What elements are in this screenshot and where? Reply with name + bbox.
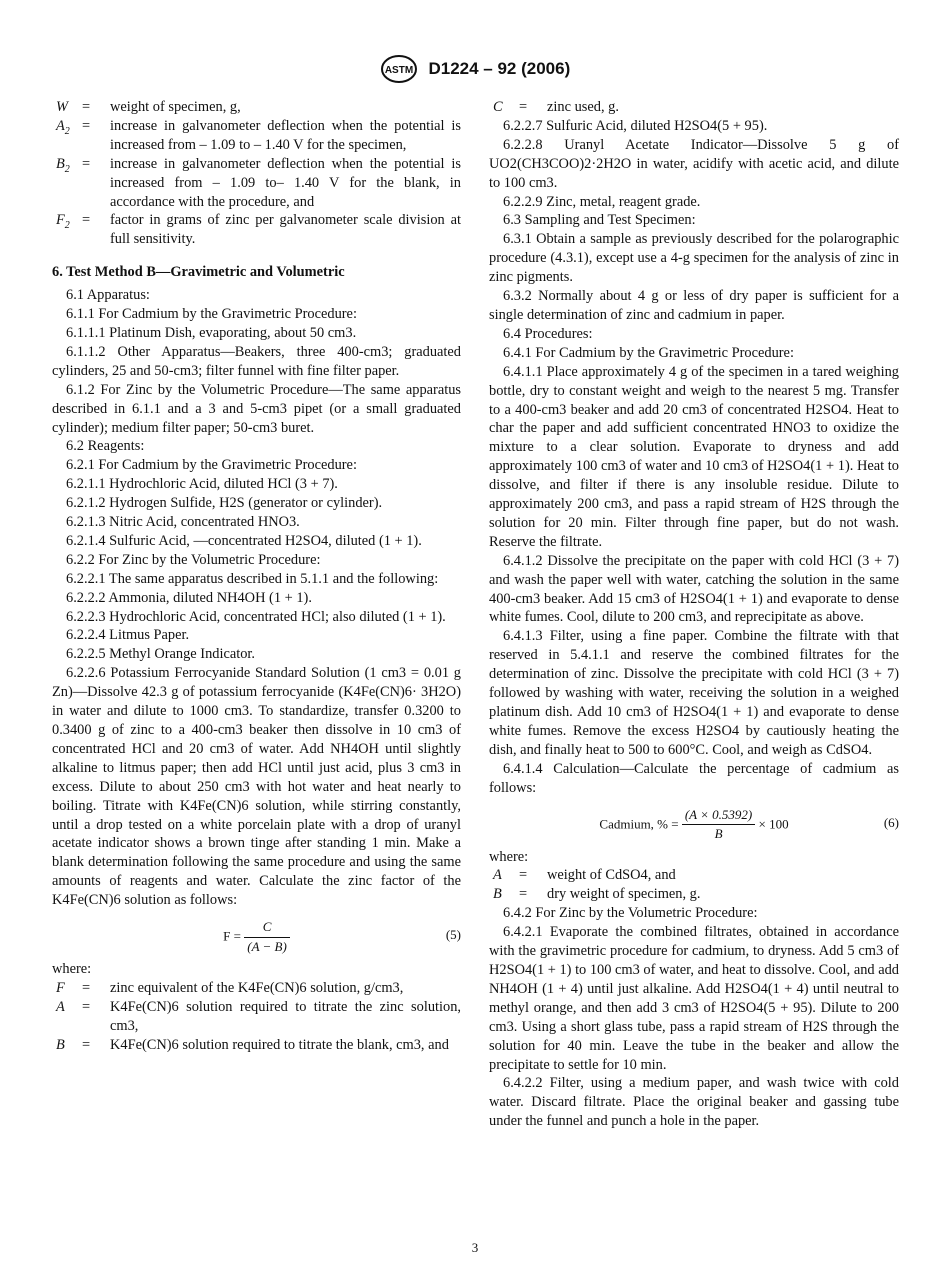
equation-fraction	[244, 918, 290, 957]
definition-row: B = K4Fe(CN)6 solution required to titrate the blank, cm3, and	[52, 1036, 461, 1055]
section-heading: 6. Test Method B—Gravimetric and Volumetric	[52, 264, 345, 281]
definition-row: A = K4Fe(CN)6 solution required to titrate the zinc solution, cm3,	[52, 998, 461, 1036]
equation-number: (6)	[883, 814, 899, 830]
equation-numerator: C	[244, 918, 290, 938]
definition-row: $A_2$ = increase in galvanometer deflection when the potential is increased from – 1.09 to – 1.40 V for the specimen,	[52, 117, 461, 155]
paragraph-6-4: 6.4 Procedures:	[503, 325, 593, 342]
definition-symbol: F	[56, 979, 65, 996]
right-column	[489, 98, 899, 1131]
where-label: where:	[52, 961, 92, 978]
definition-symbol: B	[493, 886, 502, 903]
paragraph-6-1-2: 6.1.2 For Zinc by the Volumetric Procedure—The same apparatus described in 6.1.1 and a 3 and 5-cm3 pipet (or a small graduated cylinder); medium filter paper; 50-cm3 buret.	[52, 381, 461, 436]
document-designation: D1224 – 92 (2006)	[428, 59, 571, 78]
paragraph-6-2-2-4: 6.2.2.4 Litmus Paper.	[66, 627, 190, 644]
paragraph-6-2-1: 6.2.1 For Cadmium by the Gravimetric Procedure:	[66, 457, 357, 474]
equation-fraction	[682, 806, 755, 845]
definition-row: B = dry weight of specimen, g.	[489, 885, 899, 904]
paragraph-6-2-2-1: 6.2.2.1 The same apparatus described in 5.1.1 and the following:	[66, 570, 439, 587]
paragraph-6-4-1-1: 6.4.1.1 Place approximately 4 g of the specimen in a tared weighing bottle, dry to constant weight and weigh to the nearest 5 mg. Transfer to a 400-cm3 beaker and add 20 cm3 of concentrated H2SO4. Heat to char the paper and add sufficient concentrated HNO3 to oxidize the mixture to a clear solution. Evaporate to dryness and add approximately 100 cm3 of water and 10 cm3 of H2SO4(1 + 1). Heat to dissolve, and filter if there is any insoluble residue. Dilute to approximately 200 cm3, and pass a rapid stream of H2S through the solution for 20 min. Filter through fine paper, but do not wash. Reserve the filtrate.	[489, 363, 899, 550]
paragraph-6-2-2-9: 6.2.2.9 Zinc, metal, reagent grade.	[503, 193, 701, 210]
paragraph-6-2-1-1: 6.2.1.1 Hydrochloric Acid, diluted HCl (3 + 7).	[66, 476, 338, 493]
definition-text: weight of specimen, g,	[110, 99, 241, 115]
definition-text: zinc used, g.	[547, 99, 619, 115]
equation-lhs: Cadmium, % =	[599, 815, 679, 831]
paragraph-6-2-2-2: 6.2.2.2 Ammonia, diluted NH4OH (1 + 1).	[66, 589, 312, 606]
definition-text: K4Fe(CN)6 solution required to titrate the zinc solution, cm3,	[110, 998, 461, 1034]
definition-text: K4Fe(CN)6 solution required to titrate the blank, cm3, and	[110, 1036, 449, 1053]
definition-text: zinc equivalent of the K4Fe(CN)6 solution, g/cm3,	[110, 979, 404, 996]
paragraph-6-1-1-2: 6.1.1.2 Other Apparatus—Beakers, three 400-cm3; graduated cylinders, 25 and 50-cm3; filter funnel with fine filter paper.	[52, 343, 461, 379]
definition-row: W = weight of specimen, g,	[52, 98, 461, 117]
page-number: 3	[471, 1240, 479, 1255]
definition-row: $B_2$ = increase in galvanometer deflection when the potential is increased from – 1.09 to– 1.40 V for the blank, in accordance with the procedure, and	[52, 155, 461, 212]
paragraph-6-2-2-8: 6.2.2.8 Uranyl Acetate Indicator—Dissolve 5 g of UO2(CH3COO)2·2H2O in water, acidify with acetic acid, and dilute to 100 cm3.	[489, 136, 899, 191]
definition-symbol: A	[493, 867, 502, 884]
paragraph-6-1-1: 6.1.1 For Cadmium by the Gravimetric Procedure:	[66, 306, 357, 323]
definition-row: C = zinc used, g.	[489, 98, 899, 117]
paragraph-6-2: 6.2 Reagents:	[66, 438, 145, 455]
definition-symbol: C	[493, 99, 503, 115]
paragraph-6-3-1: 6.3.1 Obtain a sample as previously described for the polarographic procedure (4.3.1), except use a 4-g specimen for the analysis of zinc in zinc pigments.	[489, 231, 899, 286]
paragraph-6-2-2: 6.2.2 For Zinc by the Volumetric Procedure:	[66, 551, 321, 568]
paragraph-6-1: 6.1 Apparatus:	[66, 287, 150, 304]
definition-symbol: W	[56, 99, 68, 115]
definition-symbol: B	[56, 1036, 65, 1053]
definition-symbol: $B_2$	[56, 155, 70, 175]
paragraph-6-2-1-4: 6.2.1.4 Sulfuric Acid, —concentrated H2SO4, diluted (1 + 1).	[66, 532, 422, 549]
page-header	[0, 54, 950, 84]
paragraph-6-4-1-2: 6.4.1.2 Dissolve the precipitate on the paper with cold HCl (3 + 7) and wash the paper well with water, catching the solution in the same 400-cm3 beaker. Add 15 cm3 of H2SO4(1 + 1) and evaporate to dense white fumes. Cool, dilute to 200 cm3, and reprecipitate as above.	[489, 552, 899, 626]
definition-symbol: $F_2$	[56, 212, 70, 232]
paragraph-6-1-1-1: 6.1.1.1 Platinum Dish, evaporating, about 50 cm3.	[66, 324, 357, 341]
svg-text:ASTM: ASTM	[384, 65, 413, 76]
paragraph-6-2-2-3: 6.2.2.3 Hydrochloric Acid, concentrated HCl; also diluted (1 + 1).	[66, 608, 446, 625]
definition-text: increase in galvanometer deflection when the potential is increased from – 1.09 to– 1.40 V for the blank, in accordance with the procedure, and	[110, 155, 461, 210]
equation-numerator: (A × 0.5392)	[682, 806, 755, 826]
paragraph-6-2-1-3: 6.2.1.3 Nitric Acid, concentrated HNO3.	[66, 514, 300, 531]
equation-number: (5)	[445, 927, 461, 943]
definition-text: increase in galvanometer deflection when the potential is increased from – 1.09 to – 1.40 V for the specimen,	[110, 117, 461, 153]
where-label: where:	[489, 848, 529, 865]
definition-row: F = zinc equivalent of the K4Fe(CN)6 solution, g/cm3,	[52, 979, 461, 998]
definition-row: A = weight of CdSO4, and	[489, 866, 899, 885]
left-column	[52, 98, 461, 1055]
variable-definitions	[52, 98, 461, 249]
paragraph-6-3-2: 6.3.2 Normally about 4 g or less of dry paper is sufficient for a single determination of zinc and cadmium in paper.	[489, 288, 899, 323]
paragraph-6-3: 6.3 Sampling and Test Specimen:	[503, 212, 696, 229]
paragraph-6-4-1: 6.4.1 For Cadmium by the Gravimetric Procedure:	[503, 344, 794, 361]
equation-6	[489, 804, 899, 844]
equation-5	[52, 916, 461, 956]
paragraph-6-2-2-7: 6.2.2.7 Sulfuric Acid, diluted H2SO4(5 + 95).	[503, 117, 768, 134]
paragraph-6-4-1-3: 6.4.1.3 Filter, using a fine paper. Combine the filtrate with that reserved in 5.4.1.1 and reserve the combined filtrates for the determination of zinc. Dissolve the precipitate with cold HCl (3 + 7) followed by washing with water, receiving the solution in a weighed platinum dish. Add 10 cm3 of H2SO4(1 + 1) and evaporate to dense white fumes. Remove the excess H2SO4 by cautiously heating the dish, and finally heat to 500 to 600°C. Cool, and weigh as CdSO4.	[489, 628, 899, 758]
definition-text: weight of CdSO4, and	[547, 867, 676, 884]
astm-logo-icon	[380, 54, 418, 84]
paragraph-6-2-2-5: 6.2.2.5 Methyl Orange Indicator.	[66, 646, 256, 663]
paragraph-6-4-2-1: 6.4.2.1 Evaporate the combined filtrates, obtained in accordance with the gravimetric procedure for cadmium, to dryness. Add 5 cm3 of H2SO4(1 + 1) to 100 cm3 of water, and heat to dissolve. Cool, and add NH4OH (1 + 4) until just alkaline. Add H2SO4(1 + 4) until neutral to methyl orange, and then add 3 cm3 of H2SO4(5 + 95). Dilute to 200 cm3. Using a short glass tube, pass a rapid stream of H2S through the solution for 40 min. Leave the tube in the beaker and allow the precipitate to settle for 10 min.	[489, 924, 900, 1073]
paragraph-6-2-1-2: 6.2.1.2 Hydrogen Sulfide, H2S (generator or cylinder).	[66, 495, 383, 512]
equation-lhs: F =	[223, 928, 241, 944]
equation-denominator: B	[714, 826, 723, 842]
equation-rhs: × 100	[758, 815, 789, 831]
paragraph-6-4-2: 6.4.2 For Zinc by the Volumetric Procedure:	[503, 905, 758, 922]
paragraph-6-4-1-4: 6.4.1.4 Calculation—Calculate the percentage of cadmium as follows:	[489, 760, 899, 796]
definition-row: $F_2$ = factor in grams of zinc per galvanometer scale division at full sensitivity.	[52, 211, 461, 249]
equation-denominator: (A − B)	[247, 938, 287, 954]
definition-text: factor in grams of zinc per galvanometer scale division at full sensitivity.	[110, 212, 461, 248]
paragraph-6-2-2-6: 6.2.2.6 Potassium Ferrocyanide Standard Solution (1 cm3 = 0.01 g Zn)—Dissolve 42.3 g of potassium ferrocyanide (K4Fe(CN)6· 3H2O) in water and dilute to 1000 cm3. To standardize, transfer 0.3200 to 0.3400 g of zinc to a 400-cm3 beaker then dissolve in 10 cm3 of concentrated HCl and 20 cm3 of water. Add NH4OH until slightly alkaline to litmus paper; then add HCl until just acid, plus 3 cm3 in excess. Dilute to about 250 cm3 with hot water and heat nearly to boiling. Titrate with K4Fe(CN)6 solution, while stirring constantly, until a drop tested on a white porcelain plate with a drop of uranyl acetate indicator shows a brown tinge after standing 1 min. Make a blank determination following the same procedure and using the same amounts of reagents and water. Calculate the zinc factor of the K4Fe(CN)6 solution as follows:	[52, 665, 461, 909]
paragraph-6-4-2-2: 6.4.2.2 Filter, using a medium paper, and wash twice with cold water. Discard filtrate. Place the original beaker and gassing tube under the funnel and punch a hole in the paper.	[489, 1075, 899, 1130]
definition-symbol: A	[56, 998, 65, 1015]
definition-text: dry weight of specimen, g.	[547, 886, 701, 903]
definition-symbol: $A_2$	[56, 117, 70, 137]
